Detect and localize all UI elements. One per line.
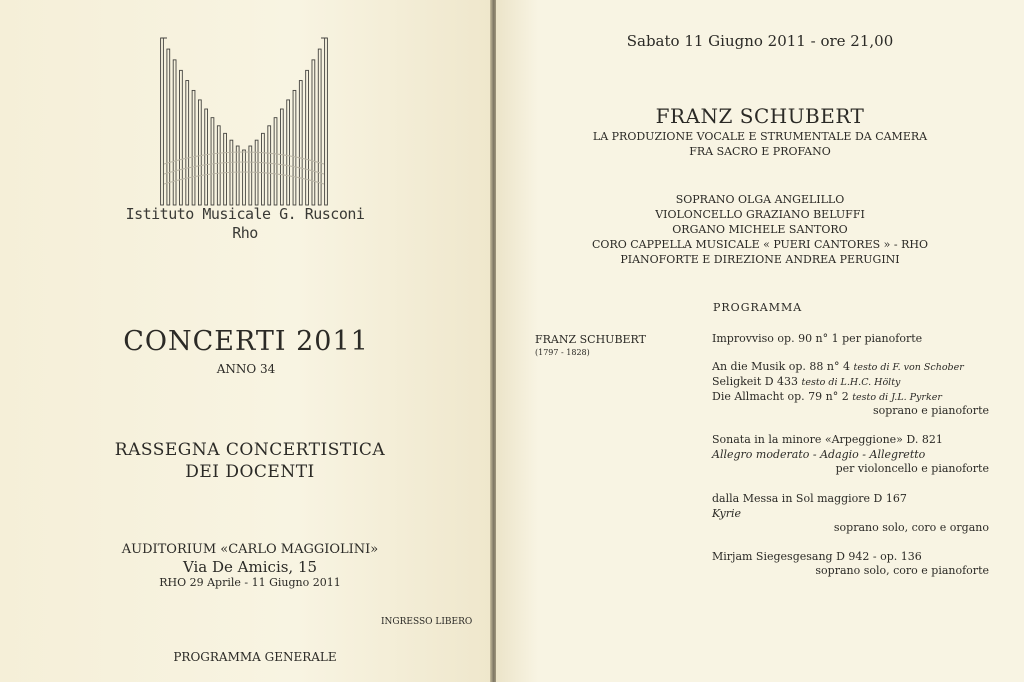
- left-page: [0, 0, 492, 682]
- concert-date: Sabato 11 Giugno 2011 - ore 21,00: [626, 32, 894, 50]
- event-dates: RHO 29 Aprile - 11 Giugno 2011: [159, 576, 341, 589]
- theme-line-1: LA PRODUZIONE VOCALE E STRUMENTALE DA CAMERA: [592, 130, 928, 143]
- songs-instrumentation: soprano e pianoforte: [872, 404, 989, 417]
- performer: SOPRANO OLGA ANGELILLO: [675, 193, 845, 206]
- year-label: ANNO 34: [216, 362, 276, 376]
- sonata-movements: Allegro moderato - Adagio - Allegretto: [712, 448, 926, 461]
- program-item-allmacht: [712, 390, 942, 403]
- address: Via De Amicis, 15: [182, 558, 318, 576]
- footer-label: PROGRAMMA GENERALE: [173, 650, 337, 664]
- piece-title: Seligkeit D 433: [712, 375, 799, 388]
- page-title: CONCERTI 2011: [123, 326, 369, 357]
- program-item-messa: dalla Messa in Sol maggiore D 167: [712, 492, 907, 505]
- program-item-impromptu: Improvviso op. 90 n° 1 per pianoforte: [712, 332, 923, 345]
- venue: AUDITORIUM «CARLO MAGGIOLINI»: [121, 542, 379, 557]
- performer: CORO CAPPELLA MUSICALE « PUERI CANTORES » - RHO: [592, 238, 928, 251]
- sonata-instrumentation: per violoncello e pianoforte: [835, 462, 989, 475]
- performer: PIANOFORTE E DIREZIONE ANDREA PERUGINI: [620, 253, 900, 266]
- piece-title: An die Musik op. 88 n° 4: [712, 360, 850, 373]
- messa-part: Kyrie: [712, 507, 742, 520]
- composer-years: (1797 - 1828): [535, 348, 590, 357]
- mirjam-instrumentation: soprano solo, coro e pianoforte: [815, 564, 989, 577]
- program-item-seligkeit: [712, 375, 900, 388]
- performers-list: [496, 192, 1024, 267]
- lyricist: testo di J.L. Pyrker: [852, 392, 942, 403]
- subtitle-line-1: RASSEGNA CONCERTISTICA: [114, 440, 386, 460]
- performer: VIOLONCELLO GRAZIANO BELUFFI: [655, 208, 865, 221]
- messa-instrumentation: soprano solo, coro e organo: [833, 521, 989, 534]
- composer-name: FRANZ SCHUBERT: [535, 333, 646, 346]
- entry-note: INGRESSO LIBERO: [381, 617, 473, 627]
- organ-pipes-icon: [158, 30, 330, 210]
- subtitle-line-2: DEI DOCENTI: [185, 462, 315, 482]
- piece-title: Die Allmacht op. 79 n° 2: [712, 390, 849, 403]
- lyricist: testo di F. von Schober: [853, 362, 964, 373]
- performer: ORGANO MICHELE SANTORO: [672, 223, 848, 236]
- theme-line-2: FRA SACRO E PROFANO: [689, 145, 831, 158]
- institute-name: Istituto Musicale G. Rusconi: [125, 205, 365, 223]
- right-page: [496, 0, 1024, 682]
- programma-label: PROGRAMMA: [713, 301, 803, 314]
- lyricist: testo di L.H.C. Hölty: [801, 377, 901, 388]
- composer-heading: FRANZ SCHUBERT: [655, 104, 865, 128]
- institute-city: Rho: [232, 224, 258, 242]
- program-item-mirjam: Mirjam Siegesgesang D 942 - op. 136: [712, 550, 922, 563]
- program-item-an-die-musik: [712, 360, 964, 373]
- program-item-sonata: Sonata in la minore «Arpeggione» D. 821: [712, 433, 943, 446]
